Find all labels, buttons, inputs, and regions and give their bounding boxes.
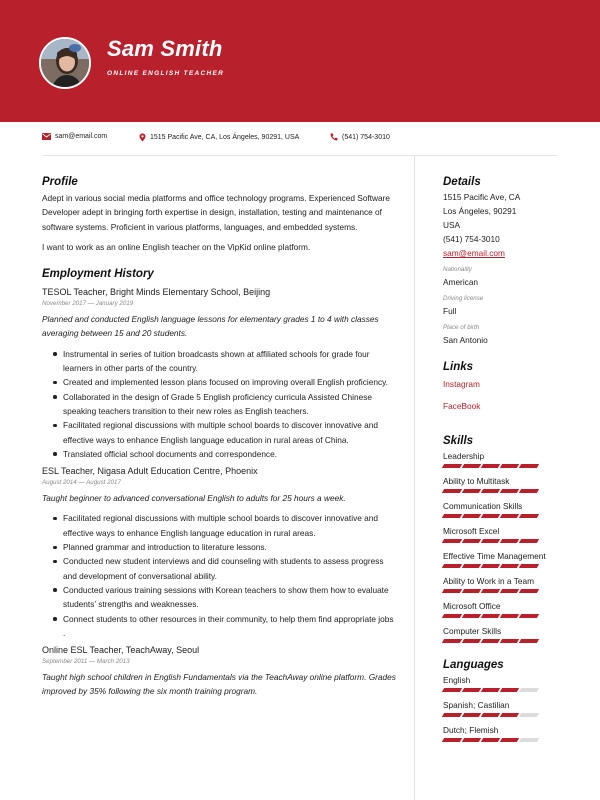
job-bullet: Translated official school documents and correspondence.	[52, 447, 397, 461]
skill-name: Computer Skills	[443, 626, 502, 636]
details-heading: Details	[443, 176, 481, 188]
languages-heading: Languages	[443, 659, 504, 671]
driving-license-label: Driving license	[443, 295, 484, 302]
skill-level-bar	[443, 564, 538, 568]
details-section	[443, 174, 563, 347]
job-bullets	[52, 511, 397, 640]
profile-paragraph-1: Adept in various social media platforms and office technology programs. Experienced Software Developer adept in bringing forth expertise in design, installation, testing and maintenance of software systems. Proficient in various platforms, languages, and embedded systems.	[42, 193, 391, 232]
profile-section	[42, 174, 397, 254]
language-item	[443, 724, 563, 742]
profile-heading: Profile	[42, 176, 78, 188]
skill-level-bar	[443, 464, 538, 468]
job-dates: September 2011 — March 2013	[42, 658, 130, 666]
job-title: Online ESL Teacher, TeachAway, Seoul	[42, 645, 200, 656]
skill-name: Microsoft Excel	[443, 526, 500, 536]
skill-level-fill	[442, 464, 539, 468]
job-entry	[42, 643, 397, 699]
language-level-bar	[443, 688, 538, 692]
job-dates: November 2017 — January 2019	[42, 300, 134, 308]
job-bullet: Conducted new student interviews and did counseling with students to assess progress and development of conversational ability.	[52, 554, 397, 583]
skill-level-bar	[443, 589, 538, 593]
place-of-birth-label: Place of birth	[443, 324, 480, 331]
language-level-bar	[443, 713, 538, 717]
avatar-photo	[41, 39, 91, 89]
link-instagram[interactable]: Instagram	[443, 379, 480, 389]
candidate-name: Sam Smith	[107, 36, 223, 61]
languages-list	[443, 674, 563, 742]
employment-section	[42, 266, 397, 699]
details-address-line2: Los Ángeles, 90291	[443, 206, 517, 216]
languages-section	[443, 657, 563, 742]
skill-name: Leadership	[443, 451, 485, 461]
job-entry	[42, 285, 397, 461]
skill-level-fill	[442, 614, 539, 618]
contact-bar	[0, 133, 600, 147]
contact-email[interactable]	[42, 133, 107, 140]
driving-license-value: Full	[443, 306, 457, 316]
job-bullet: Connect students to other resources in their community, to help them find appropriate jobs .	[52, 612, 397, 641]
skill-level-fill	[442, 489, 539, 493]
nationality-value: American	[443, 277, 479, 287]
language-name: Dutch; Flemish	[443, 725, 499, 735]
phone-icon	[330, 133, 338, 141]
job-dates: August 2014 — August 2017	[42, 479, 121, 487]
link-facebook[interactable]: FaceBook	[443, 401, 481, 411]
contact-divider	[42, 155, 558, 156]
skill-name: Ability to Work in a Team	[443, 576, 534, 586]
contact-address-text: 1515 Pacific Ave, CA, Los Ángeles, 90291, USA	[150, 134, 300, 141]
skill-item	[443, 450, 563, 468]
details-phone: (541) 754-3010	[443, 234, 500, 244]
skill-level-fill	[442, 564, 539, 568]
skills-list	[443, 450, 563, 643]
profile-paragraph-2: I want to work as an online English teacher on the VipKid online platform.	[42, 241, 311, 252]
skill-item	[443, 575, 563, 593]
details-email-link[interactable]: sam@email.com	[443, 248, 505, 258]
language-name: English	[443, 675, 471, 685]
skills-section	[443, 433, 563, 643]
job-bullet: Facilitated regional discussions with multiple school boards to discover innovative and effective ways to enhance English language education in rural areas of China.	[52, 418, 397, 447]
language-item	[443, 699, 563, 717]
language-name: Spanish; Castilian	[443, 700, 510, 710]
job-title: TESOL Teacher, Bright Minds Elementary School, Beijing	[42, 287, 271, 298]
skill-item	[443, 600, 563, 618]
job-description: Taught beginner to advanced conversational English to adults for 25 hours a week.	[42, 493, 346, 504]
place-of-birth-value: San Antonio	[443, 335, 488, 345]
location-pin-icon	[139, 133, 146, 142]
links-section	[443, 359, 563, 413]
skill-name: Communication Skills	[443, 501, 523, 511]
side-column	[443, 174, 563, 749]
details-country: USA	[443, 220, 461, 230]
skill-level-bar	[443, 639, 538, 643]
skill-item	[443, 475, 563, 493]
skills-heading: Skills	[443, 435, 474, 447]
job-title: ESL Teacher, Nigasa Adult Education Centre, Phoenix	[42, 466, 258, 477]
job-bullets	[52, 347, 397, 461]
skill-item	[443, 500, 563, 518]
envelope-icon	[42, 133, 51, 140]
skill-item	[443, 525, 563, 543]
job-bullet: Created and implemented lesson plans focused on improving overall English proficiency.	[52, 375, 397, 389]
candidate-role: ONLINE ENGLISH TEACHER	[107, 70, 225, 77]
job-description: Taught high school children in English Fundamentals via the TeachAway online platform. Grades improved by 35% following the six month training program.	[42, 672, 396, 697]
skill-name: Microsoft Office	[443, 601, 501, 611]
skill-level-fill	[442, 514, 539, 518]
skill-level-fill	[442, 539, 539, 543]
details-address-line1: 1515 Pacific Ave, CA	[443, 192, 521, 202]
employment-heading: Employment History	[42, 268, 154, 281]
skill-level-fill	[442, 589, 539, 593]
skill-level-bar	[443, 614, 538, 618]
job-bullet: Conducted various training sessions with Korean teachers to show them how to evaluate students’ strengths and weaknesses.	[52, 583, 397, 612]
skill-name: Effective Time Management	[443, 551, 546, 561]
links-heading: Links	[443, 361, 474, 373]
nationality-label: Nationality	[443, 266, 472, 273]
job-bullet: Facilitated regional discussions with multiple school boards to discover innovative and effective ways to enhance English language education in rural areas.	[52, 511, 397, 540]
job-bullet: Collaborated in the design of Grade 5 English proficiency curricula Assisted Chinese speaking teachers transition to their new roles as English teachers.	[52, 390, 397, 419]
skill-level-bar	[443, 539, 538, 543]
skill-level-bar	[443, 489, 538, 493]
contact-email-text: sam@email.com	[55, 133, 108, 140]
job-description: Planned and conducted English language lessons for elementary grades 1 to 4 with classes averaging between 15 and 20 students.	[42, 314, 379, 339]
job-entry	[42, 464, 397, 640]
main-column	[42, 174, 397, 699]
language-item	[443, 674, 563, 692]
skill-level-fill	[442, 639, 539, 643]
contact-phone[interactable]	[330, 133, 390, 141]
skill-name: Ability to Multitask	[443, 476, 510, 486]
skill-item	[443, 625, 563, 643]
job-bullet: Planned grammar and introduction to literature lessons.	[52, 540, 397, 554]
job-bullet: Instrumental in series of tuition broadcasts shown at affiliated schools for grade four learners in other parts of the country.	[52, 347, 397, 376]
contact-phone-text: (541) 754-3010	[342, 133, 390, 141]
skill-level-bar	[443, 514, 538, 518]
language-level-bar	[443, 738, 538, 742]
contact-address	[139, 133, 299, 142]
column-divider	[414, 156, 415, 800]
header-banner	[0, 0, 600, 122]
avatar	[39, 37, 91, 89]
skill-item	[443, 550, 563, 568]
